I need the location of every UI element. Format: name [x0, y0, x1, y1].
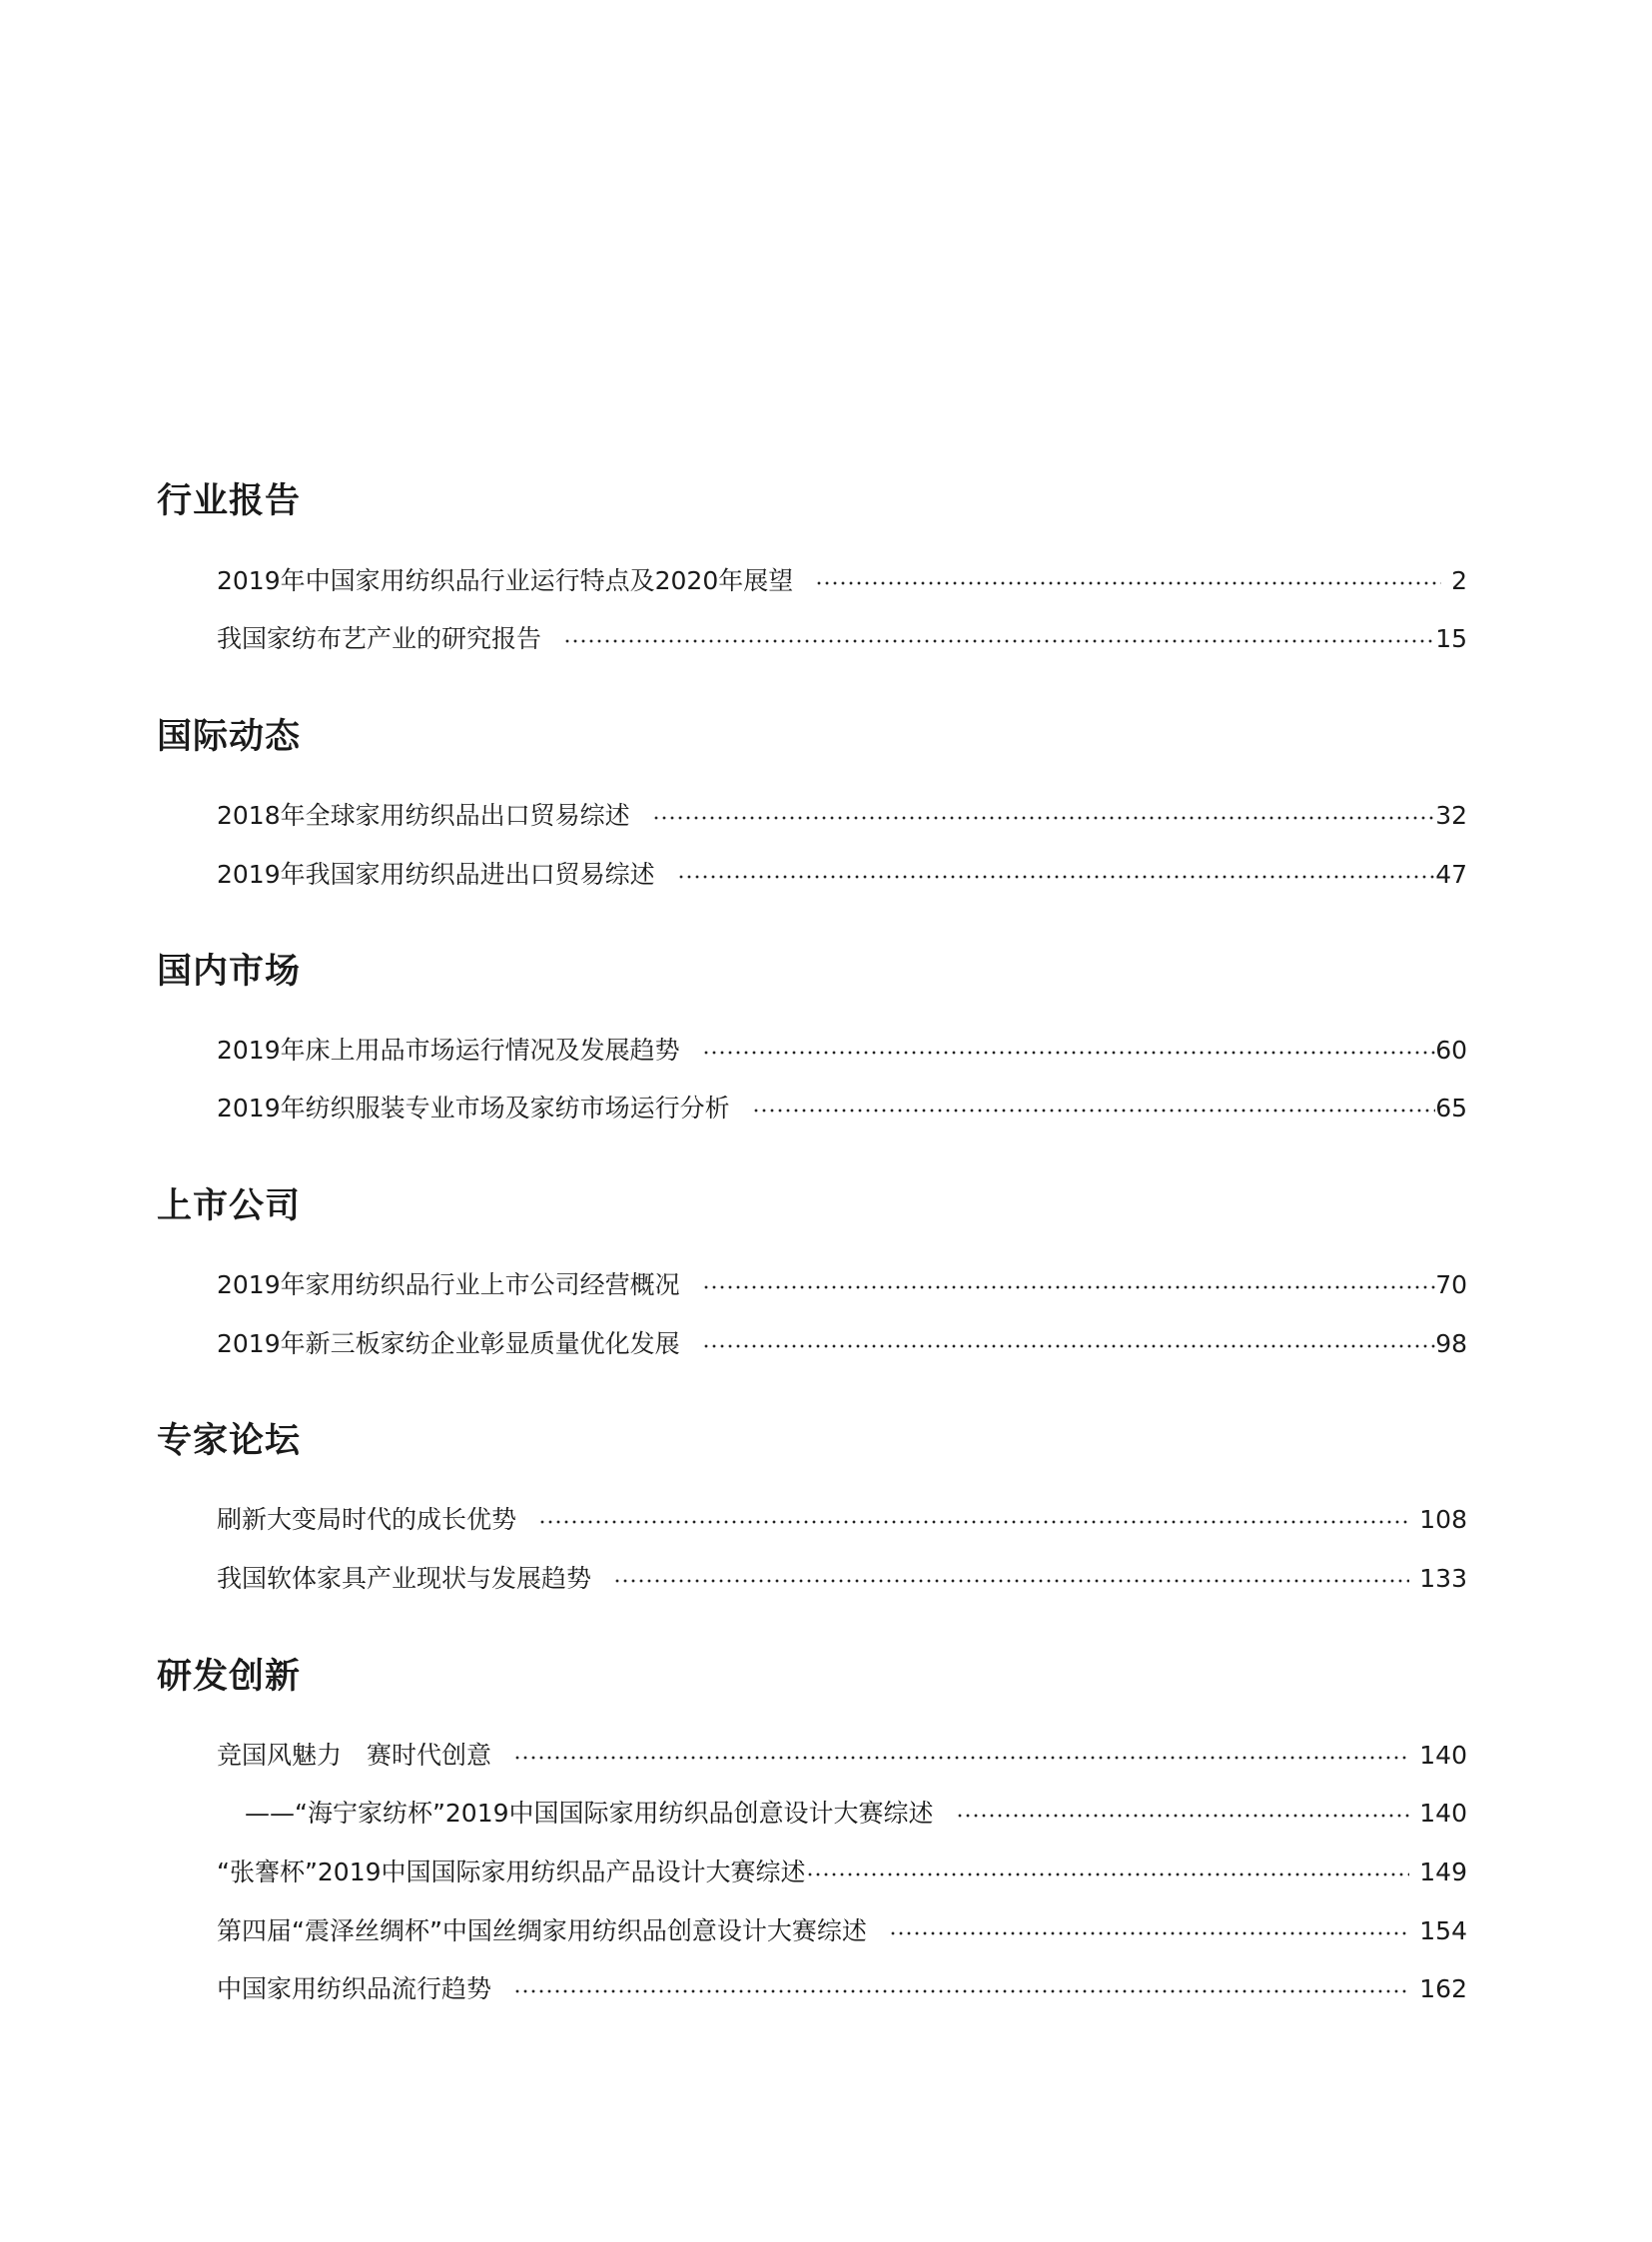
entry-title: 刷新大变局时代的成长优势 — [217, 1505, 517, 1534]
entry-page-number: 2 — [1451, 566, 1467, 595]
entry-title: 2019年家用纺织品行业上市公司经营概况 — [217, 1270, 680, 1299]
toc-entry[interactable] — [217, 563, 1467, 599]
entry-title: 竞国风魅力 赛时代创意 — [217, 1741, 492, 1770]
dot-leader — [702, 1051, 1436, 1055]
toc-entry[interactable] — [217, 1502, 1467, 1538]
entry-page-number: 108 — [1419, 1505, 1467, 1534]
toc-entry[interactable] — [217, 1561, 1467, 1597]
toc-entry[interactable] — [217, 1855, 1467, 1890]
entry-page-number: 65 — [1435, 1094, 1467, 1122]
toc-entry[interactable] — [217, 1267, 1467, 1303]
entry-title: 2018年全球家用纺织品出口贸易综述 — [217, 801, 630, 830]
dot-leader — [702, 1285, 1436, 1289]
dot-leader — [815, 581, 1441, 585]
section-title: 国内市场 — [157, 952, 302, 992]
dot-leader — [563, 639, 1435, 643]
entry-title: 2019年新三板家纺企业彰显质量优化发展 — [217, 1329, 680, 1358]
entry-title: 2019年我国家用纺织品进出口贸易综述 — [217, 860, 655, 889]
entry-title: “张謇杯”2019中国国际家用纺织品产品设计大赛综述 — [217, 1858, 806, 1886]
dot-leader — [752, 1109, 1436, 1113]
entry-title: 我国软体家具产业现状与发展趋势 — [217, 1564, 592, 1593]
dot-leader — [513, 1989, 1409, 1993]
toc-entry[interactable] — [217, 857, 1467, 893]
entry-title: 2019年中国家用纺织品行业运行特点及2020年展望 — [217, 566, 794, 595]
entry-page-number: 133 — [1419, 1564, 1467, 1593]
dot-leader — [513, 1756, 1409, 1760]
entry-page-number: 140 — [1419, 1799, 1467, 1828]
section-title: 研发创新 — [157, 1657, 302, 1697]
entry-page-number: 70 — [1435, 1270, 1467, 1299]
dot-leader — [702, 1344, 1436, 1348]
toc-entry[interactable] — [217, 1033, 1467, 1069]
toc-entry[interactable] — [217, 1913, 1467, 1949]
dot-leader — [889, 1931, 1409, 1935]
toc-entry[interactable] — [217, 798, 1467, 834]
entry-page-number: 15 — [1435, 624, 1467, 653]
dot-leader — [806, 1872, 1410, 1876]
entry-title: 我国家纺布艺产业的研究报告 — [217, 624, 542, 653]
entry-title: 2019年纺织服装专业市场及家纺市场运行分析 — [217, 1094, 730, 1122]
entry-page-number: 154 — [1419, 1916, 1467, 1945]
entry-page-number: 149 — [1419, 1858, 1467, 1886]
section-title: 专家论坛 — [157, 1421, 302, 1461]
dot-leader — [677, 875, 1436, 879]
entry-title: 2019年床上用品市场运行情况及发展趋势 — [217, 1036, 680, 1065]
dot-leader — [613, 1579, 1409, 1583]
section-title: 国际动态 — [157, 717, 302, 757]
entry-page-number: 60 — [1435, 1036, 1467, 1065]
section-title: 上市公司 — [157, 1186, 302, 1226]
entry-page-number: 32 — [1435, 801, 1467, 830]
dot-leader — [538, 1520, 1409, 1524]
toc-entry[interactable] — [217, 1971, 1467, 2007]
toc-entry[interactable] — [217, 621, 1467, 657]
toc-entry-subtitle[interactable] — [245, 1796, 1467, 1832]
entry-title: 第四届“震泽丝绸杯”中国丝绸家用纺织品创意设计大赛综述 — [217, 1916, 867, 1945]
toc-entry[interactable] — [217, 1738, 1467, 1774]
entry-page-number: 140 — [1419, 1741, 1467, 1770]
toc-entry[interactable] — [217, 1091, 1467, 1126]
entry-title: ——“海宁家纺杯”2019中国国际家用纺织品创意设计大赛综述 — [245, 1799, 934, 1828]
entry-title: 中国家用纺织品流行趋势 — [217, 1974, 492, 2003]
entry-page-number: 47 — [1435, 860, 1467, 889]
entry-page-number: 162 — [1419, 1974, 1467, 2003]
section-title: 行业报告 — [157, 481, 302, 521]
dot-leader — [652, 816, 1436, 820]
toc-entry[interactable] — [217, 1326, 1467, 1362]
dot-leader — [956, 1814, 1410, 1818]
entry-page-number: 98 — [1435, 1329, 1467, 1358]
